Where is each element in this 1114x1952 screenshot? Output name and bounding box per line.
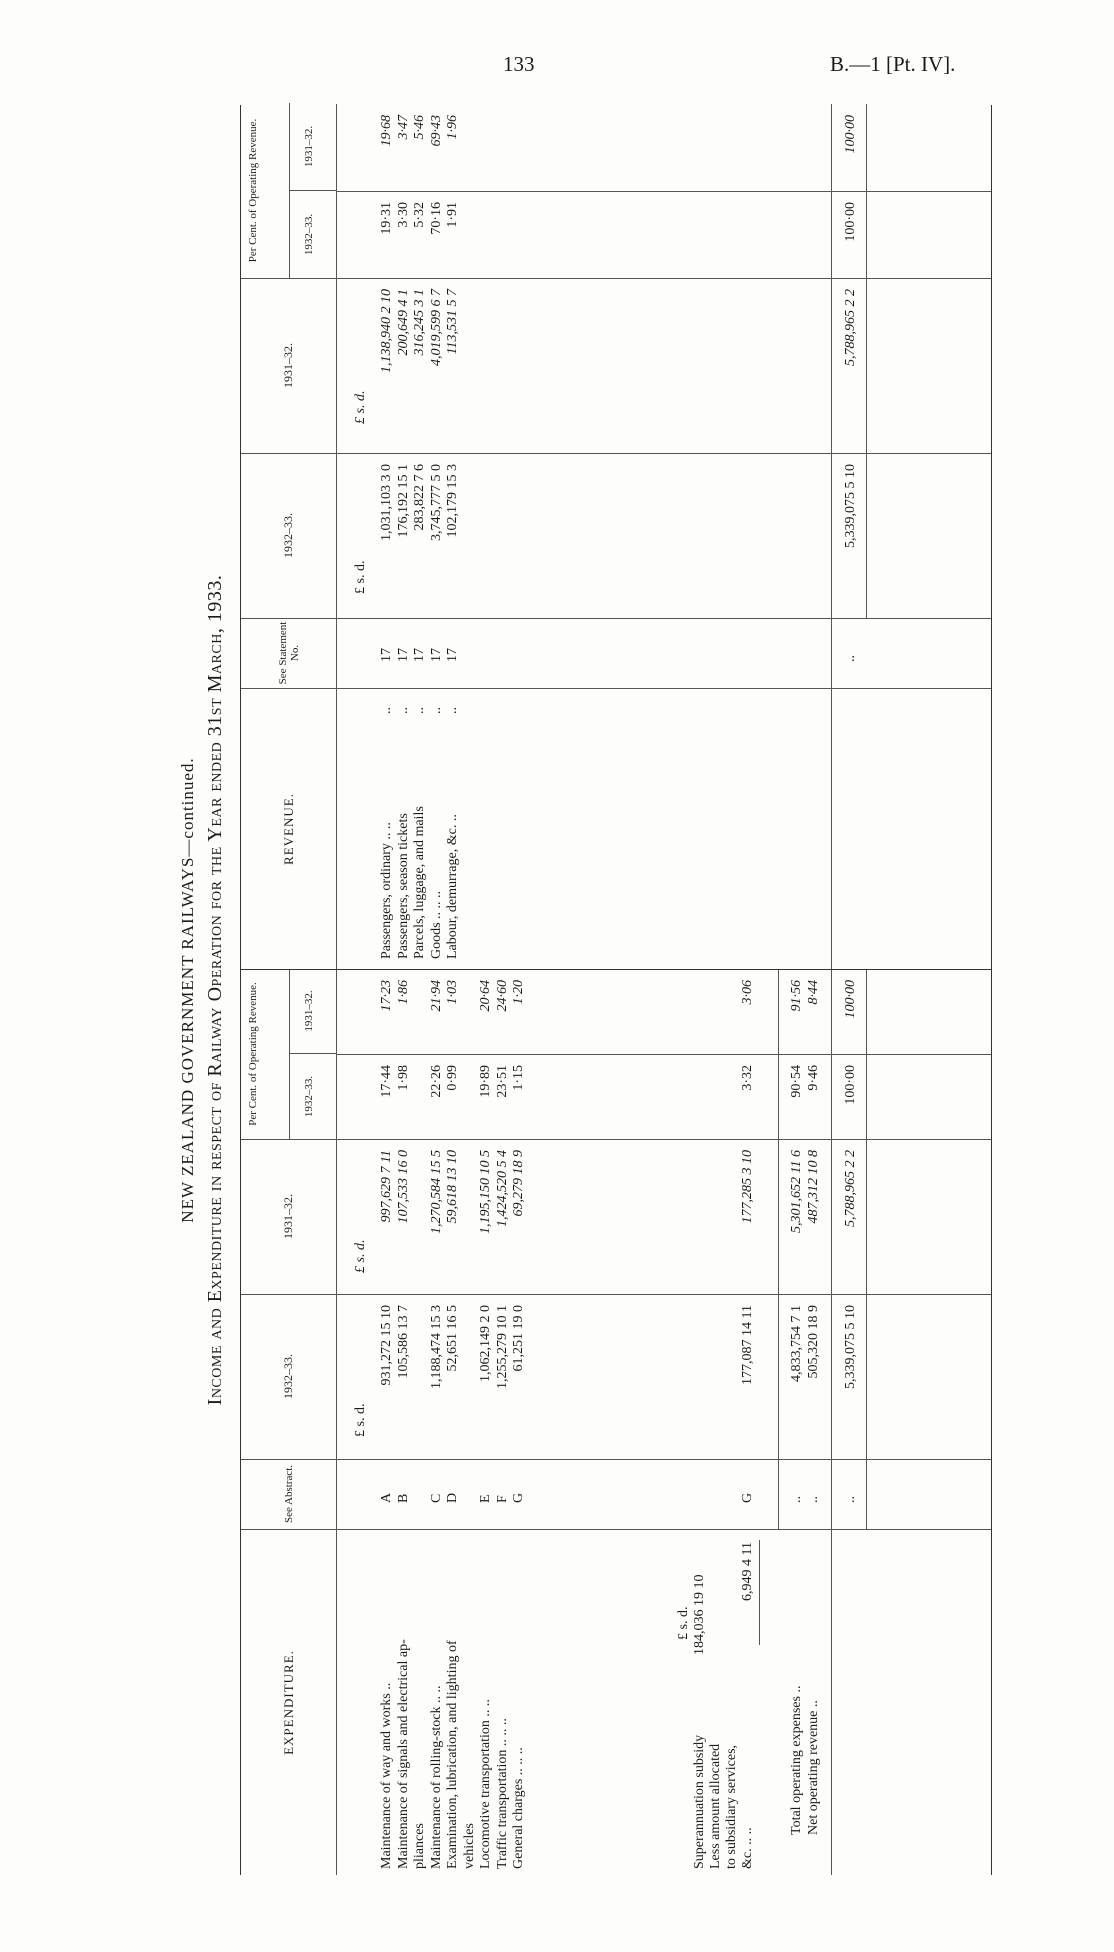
- leader-dots: ..: [428, 707, 444, 714]
- rev-amount-year1: 1,031,103 3 0: [379, 464, 394, 541]
- exp-amount-year2: 59,618 13 10: [445, 1150, 460, 1224]
- statement-number: 17: [379, 648, 394, 662]
- see-statement-heading: See Statement No.: [241, 618, 336, 689]
- exp-total-percent-year1: 90·54: [789, 1065, 804, 1098]
- rev-percent-year2: 69·43: [428, 115, 444, 147]
- rev-amount-year2: 1,138,940 2 10: [379, 289, 394, 373]
- rev-amount-year1: 176,192 15 1: [395, 464, 411, 538]
- revenue-row: [429, 104, 444, 969]
- superannuation-subsidiary-row: to subsidiary services,: [724, 1744, 739, 1869]
- exp-total-year1: 505,320 18 9: [806, 1305, 821, 1379]
- exp-percent-year2-heading: 1931–32.: [289, 969, 336, 1054]
- rev-percent-year1: 3·30: [395, 202, 411, 228]
- expenditure-item-label: Traffic transportation .. .. ..: [494, 1718, 510, 1869]
- superannuation-gross: 184,036 19 10: [692, 1574, 707, 1655]
- rev-grand-rule: [831, 104, 832, 969]
- rev-units-row: [353, 104, 368, 969]
- expenditure-item-label: Maintenance of signals and electrical ap-: [395, 1639, 411, 1869]
- superannuation-row: Superannuation subsidy 184,036 19 10: [692, 1574, 707, 1869]
- expenditure-item-label: Examination, lubrication, and lighting of: [445, 1640, 460, 1869]
- rev-percent-year1-heading: 1932–33.: [303, 213, 315, 256]
- exp-amount-year1: 1,188,474 15 3: [428, 1305, 444, 1389]
- expenditure-header-row: [241, 970, 337, 1875]
- rev-percent-year1: 70·16: [428, 202, 444, 235]
- superannuation-lsd: £ s. d.: [676, 1606, 691, 1640]
- page-reference: B.—1 [Pt. IV].: [830, 52, 956, 76]
- table-frame: [240, 105, 992, 1875]
- rev-amount-year2: 316,245 3 1: [412, 289, 427, 356]
- exp-percent-year2: 1·03: [445, 980, 460, 1005]
- superannuation-year2: 177,285 3 10: [740, 1150, 755, 1224]
- exp-grand-year2: 5,788,965 2 2: [843, 1150, 858, 1227]
- abstract-letter: B: [395, 1493, 411, 1503]
- abstract-letter: A: [379, 1492, 394, 1503]
- exp-percent-year1: 17·44: [379, 1065, 394, 1098]
- abstract-letter: G: [511, 1492, 526, 1503]
- expenditure-row: [396, 970, 411, 1875]
- exp-amount-year2: 1,270,584 15 5: [428, 1150, 444, 1234]
- exp-amount-year1: 931,272 15 10: [379, 1305, 394, 1386]
- rev-year1-heading: 1932–33.: [241, 453, 336, 619]
- rev-percent-year2: 3·47: [395, 115, 411, 140]
- exp-percent-heading: Per Cent. of Operating Revenue.: [247, 982, 259, 1126]
- rev-grand-year2: 5,788,965 2 2: [843, 289, 858, 366]
- rev-percent-heading-block: [241, 103, 336, 279]
- revenue-section: [241, 104, 991, 970]
- rev-percent-year1: 19·31: [379, 202, 394, 235]
- revenue-item-label: Parcels, luggage, and mails: [412, 806, 427, 959]
- expenditure-row: [495, 970, 510, 1875]
- expenditure-section: [241, 970, 991, 1875]
- expenditure-item-label: Maintenance of rolling-stock .. ..: [428, 1685, 444, 1869]
- superannuation-year1: 177,087 14 11: [740, 1305, 755, 1385]
- rev-amount-year1: 102,179 15 3: [445, 464, 460, 538]
- exp-percent-year1-heading: 1932–33.: [303, 1075, 315, 1118]
- exp-amount-year1: 1,255,279 10 1: [494, 1305, 510, 1389]
- exp-percent-heading-block: [241, 969, 336, 1140]
- rev-amount-year2: 4,019,599 6 7: [428, 289, 444, 366]
- see-abstract-heading: See Abstract.: [241, 1459, 336, 1530]
- expenditure-row: [412, 970, 427, 1875]
- abstract-letter: ..: [789, 1496, 804, 1503]
- rev-percent-year2: 19·68: [379, 115, 394, 147]
- expenditure-total-row: [806, 970, 821, 1875]
- revenue-row: [412, 104, 427, 969]
- superannuation-less-amount: 6,949 4 11: [740, 1542, 755, 1601]
- exp-percent-year1: 0·99: [445, 1065, 460, 1091]
- exp-amount-year1: 1,062,149 2 0: [478, 1305, 493, 1382]
- exp-subtotal-rule: [778, 970, 779, 1530]
- statement-number: 17: [428, 648, 444, 662]
- abstract-letter: F: [494, 1495, 510, 1503]
- exp-total-year2: 487,312 10 8: [806, 1150, 821, 1224]
- superannuation-less-row: Less amount allocated: [708, 1743, 723, 1869]
- leader-dots: ..: [445, 707, 460, 714]
- rev-percent-year1: 1·91: [445, 202, 460, 228]
- expenditure-heading: EXPENDITURE.: [280, 1650, 296, 1755]
- rev-year2-heading: 1931–32.: [241, 278, 336, 454]
- rev-units-year2: £ s. d.: [353, 390, 368, 424]
- exp-percent-year2: 1·20: [511, 980, 526, 1005]
- exp-percent-year1: 1·15: [511, 1065, 526, 1091]
- exp-percent-year2: 20·64: [478, 980, 493, 1012]
- exp-amount-year1: 61,251 19 0: [511, 1305, 526, 1372]
- exp-amount-year1: 105,586 13 7: [395, 1305, 411, 1379]
- revenue-item-label: Passengers, season tickets: [395, 813, 411, 959]
- exp-grand-year1: 5,339,075 5 10: [843, 1305, 858, 1389]
- abstract-letter: ..: [806, 1496, 821, 1503]
- expenditure-row: [478, 970, 493, 1875]
- exp-total-year1: 4,833,754 7 1: [789, 1305, 804, 1382]
- rev-grand-year1: 5,339,075 5 10: [843, 464, 858, 548]
- total-label: Total operating expenses ..: [789, 1685, 804, 1835]
- statement-number: 17: [395, 648, 411, 662]
- revenue-heading: REVENUE.: [280, 793, 296, 865]
- table-title-main: NEW ZEALAND GOVERNMENT RAILWAYS—continued.: [178, 757, 197, 1223]
- revenue-header-row: [241, 104, 337, 969]
- statement-number: 17: [445, 648, 460, 662]
- statement-number: 17: [412, 648, 427, 662]
- revenue-item-label: Labour, demurrage, &c. ..: [445, 814, 460, 959]
- expenditure-item-label: vehicles: [461, 1823, 477, 1869]
- exp-grand-total-row: .. 5,339,075 5 10 5,788,965 2 2 100·00 100·00: [843, 980, 858, 1503]
- exp-total-year2: 5,301,652 11 6: [789, 1150, 804, 1233]
- revenue-row: [445, 104, 460, 969]
- leader-dots: ..: [379, 707, 394, 714]
- abstract-letter: C: [428, 1493, 444, 1503]
- superannuation-net-row: &c. .. .. 6,949 4 11 G 177,087 14 11 177,285 3 10 3·32 3·06: [740, 980, 755, 1869]
- revenue-row: [396, 104, 411, 969]
- expenditure-row: [379, 970, 394, 1875]
- rev-percent-year2-heading: 1931–32.: [289, 103, 336, 191]
- exp-amount-year2: 69,279 18 9: [511, 1150, 526, 1217]
- abstract-letter: D: [445, 1492, 460, 1503]
- rev-percent-year2: 1·96: [445, 115, 460, 140]
- exp-amount-year2: 1,424,520 5 4: [494, 1150, 510, 1227]
- expenditure-row: [445, 970, 460, 1875]
- rev-amount-year2: 200,649 4 1: [395, 289, 411, 356]
- exp-total-percent-year1: 9·46: [806, 1065, 821, 1091]
- rev-percent-year2: 5·46: [412, 115, 427, 140]
- exp-amount-year2: 1,195,150 10 5: [478, 1150, 493, 1234]
- exp-percent-year1: 23·51: [494, 1065, 510, 1098]
- exp-total-percent-year2: 91·56: [789, 980, 804, 1012]
- expenditure-item-label: Locomotive transportation .. ..: [478, 1699, 493, 1869]
- exp-amount-year1: 52,651 16 5: [445, 1305, 460, 1372]
- rev-grand-total-row: .. 5,339,075 5 10 5,788,965 2 2 100·00 100·00: [843, 115, 858, 662]
- exp-percent-year1: 19·89: [478, 1065, 493, 1098]
- exp-units-year2: £ s. d.: [353, 1239, 368, 1273]
- exp-percent-year2: 21·94: [428, 980, 444, 1012]
- rev-percent-heading: Per Cent. of Operating Revenue.: [247, 118, 259, 263]
- revenue-row: [379, 104, 394, 969]
- exp-year1-heading: 1932–33.: [241, 1294, 336, 1460]
- expenditure-row: [462, 970, 477, 1875]
- expenditure-item-label: General charges .. .. ..: [511, 1747, 526, 1869]
- exp-percent-year2: 1·86: [395, 980, 411, 1005]
- leader-dots: ..: [412, 707, 427, 714]
- exp-total-percent-year2: 8·44: [806, 980, 821, 1005]
- rev-amount-year2: 113,531 5 7: [445, 289, 460, 355]
- rev-percent-year1: 5·32: [412, 202, 427, 228]
- exp-units-row: [353, 970, 368, 1875]
- exp-grand-rule: [831, 970, 832, 1875]
- exp-percent-year2: 24·60: [494, 980, 510, 1012]
- exp-percent-year1: 22·26: [428, 1065, 444, 1098]
- revenue-item-label: Passengers, ordinary .. ..: [379, 822, 394, 959]
- exp-amount-year2: 107,533 16 0: [395, 1150, 411, 1224]
- rev-units-year1: £ s. d.: [353, 560, 368, 594]
- revenue-item-label: Goods .. .. ..: [428, 890, 444, 959]
- exp-year2-heading: 1931–32.: [241, 1139, 336, 1295]
- expenditure-row: [511, 970, 526, 1875]
- leader-dots: ..: [395, 707, 411, 714]
- expenditure-total-row: [789, 970, 804, 1875]
- expenditure-item-label: pliances: [412, 1823, 427, 1869]
- exp-percent-year1: 1·98: [395, 1065, 411, 1091]
- abstract-letter: E: [478, 1494, 493, 1503]
- exp-percent-year2: 17·23: [379, 980, 394, 1012]
- total-label: Net operating revenue ..: [806, 1700, 821, 1835]
- exp-units-year1: £ s. d.: [353, 1403, 368, 1437]
- page-number: 133: [503, 52, 535, 76]
- table-title-sub: Income and Expenditure in respect of Railway Operation for the Year ended 31st March, 1933.: [204, 574, 226, 1406]
- rev-amount-year1: 3,745,777 5 0: [428, 464, 444, 541]
- rotated-table-sheet: [160, 105, 1070, 1875]
- expenditure-item-label: Maintenance of way and works ..: [379, 1682, 394, 1869]
- exp-amount-year2: 997,629 7 11: [379, 1150, 394, 1223]
- expenditure-row: [429, 970, 444, 1875]
- rev-amount-year1: 283,822 7 6: [412, 464, 427, 531]
